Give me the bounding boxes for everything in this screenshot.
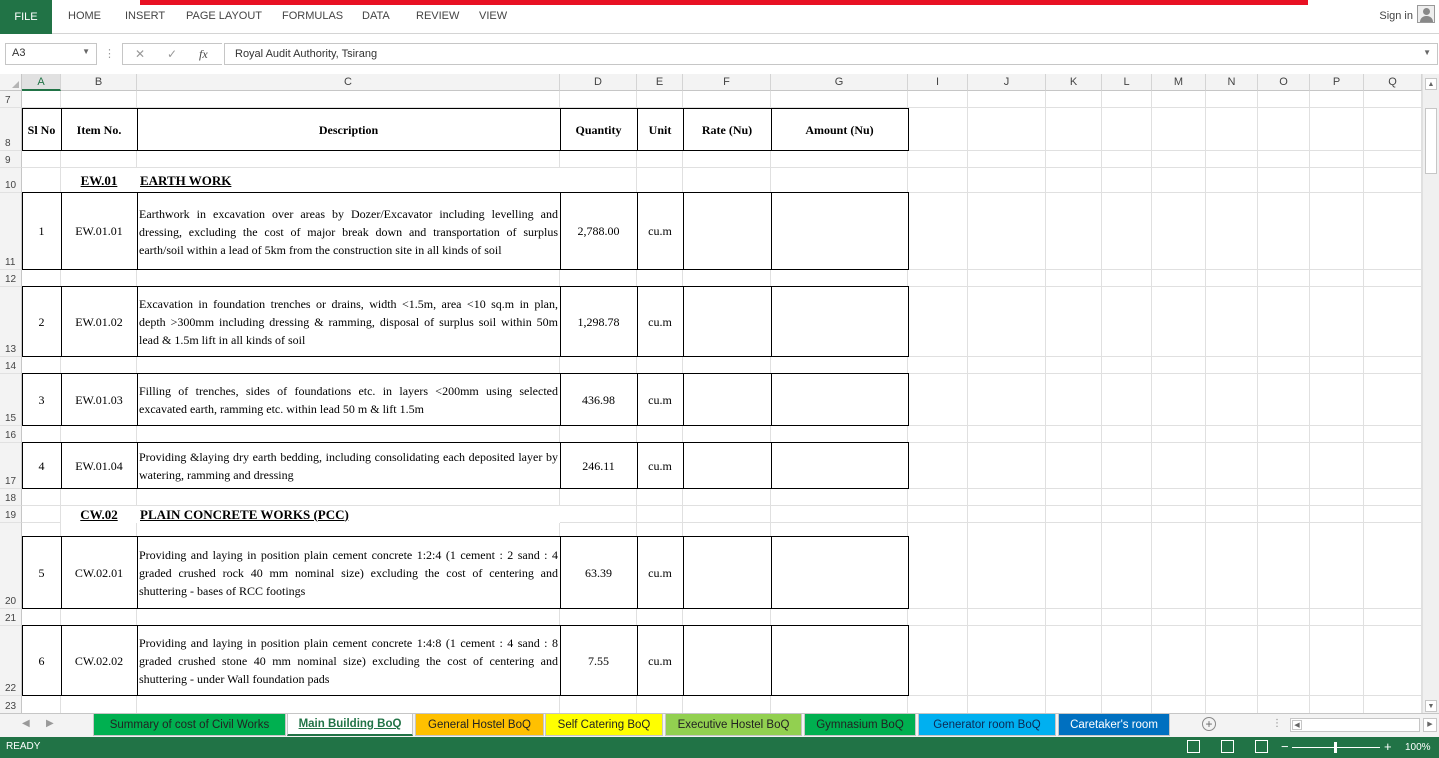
page-layout-view-icon[interactable]: [1221, 740, 1234, 753]
sheet-tab-2[interactable]: Main Building BoQ: [287, 714, 413, 736]
scroll-right-icon[interactable]: ▶: [1423, 718, 1437, 732]
item-rate[interactable]: [683, 537, 771, 609]
item-quantity[interactable]: 436.98: [560, 374, 637, 426]
gridline-v: [1045, 91, 1046, 714]
column-divider: [771, 442, 772, 489]
item-number[interactable]: EW.01.02: [61, 287, 137, 357]
row-header-14[interactable]: 14: [0, 357, 22, 374]
status-ready: READY: [6, 741, 41, 752]
column-header-a[interactable]: A: [22, 74, 61, 91]
item-quantity[interactable]: 246.11: [560, 443, 637, 489]
scroll-up-icon[interactable]: ▲: [1425, 78, 1437, 90]
gridline-v: [1257, 91, 1258, 714]
item-unit[interactable]: cu.m: [637, 287, 683, 357]
column-divider: [61, 536, 62, 609]
column-divider: [560, 625, 561, 696]
item-rate[interactable]: [683, 443, 771, 489]
column-divider: [560, 536, 561, 609]
zoom-in-icon[interactable]: +: [1384, 739, 1392, 754]
tab-page-layout[interactable]: PAGE LAYOUT: [186, 10, 263, 22]
gridline-v: [1363, 91, 1364, 714]
column-header-d[interactable]: D: [560, 74, 637, 91]
column-header-b[interactable]: B: [61, 74, 137, 91]
item-number[interactable]: EW.01.01: [61, 193, 137, 270]
column-divider: [683, 536, 684, 609]
item-amount[interactable]: [771, 374, 908, 426]
column-divider: [137, 536, 138, 609]
item-amount[interactable]: [771, 287, 908, 357]
column-divider: [683, 108, 684, 151]
item-quantity[interactable]: 63.39: [560, 537, 637, 609]
item-rate[interactable]: [683, 193, 771, 270]
tab-splitter-icon[interactable]: ⋮: [1272, 718, 1282, 729]
enter-icon[interactable]: ✓: [167, 47, 178, 61]
sheet-tab-bar: [0, 713, 1439, 737]
item-unit[interactable]: cu.m: [637, 626, 683, 696]
column-divider: [560, 192, 561, 270]
name-box[interactable]: A3 ▼: [5, 43, 97, 65]
sheet-tab-4[interactable]: Self Catering BoQ: [545, 714, 663, 736]
formula-buttons: [122, 43, 222, 65]
zoom-out-icon[interactable]: −: [1281, 739, 1289, 754]
header-sl[interactable]: Sl No: [22, 109, 61, 151]
column-divider: [771, 286, 772, 357]
column-divider: [560, 108, 561, 151]
item-amount[interactable]: [771, 193, 908, 270]
prev-sheet-icon[interactable]: ◀: [22, 718, 30, 729]
header-desc[interactable]: Description: [137, 109, 560, 151]
row-header-15[interactable]: 15: [0, 374, 22, 426]
item-quantity[interactable]: 7.55: [560, 626, 637, 696]
gridline-v: [1309, 91, 1310, 714]
scroll-thumb[interactable]: [1425, 108, 1437, 174]
item-rate[interactable]: [683, 287, 771, 357]
gridline-v: [1151, 91, 1152, 714]
gridline-v: [967, 91, 968, 714]
row-header-17[interactable]: 17: [0, 443, 22, 489]
add-sheet-icon[interactable]: +: [1202, 717, 1216, 731]
header-qty[interactable]: Quantity: [560, 109, 637, 151]
tab-review[interactable]: REVIEW: [416, 10, 460, 22]
sign-in-link[interactable]: Sign in: [1379, 10, 1413, 22]
gridline-v: [1101, 91, 1102, 714]
item-unit[interactable]: cu.m: [637, 193, 683, 270]
item-sl-no[interactable]: 4: [22, 443, 61, 489]
row-header-18[interactable]: 18: [0, 489, 22, 506]
header-unit[interactable]: Unit: [637, 109, 683, 151]
column-divider: [61, 442, 62, 489]
column-divider: [137, 442, 138, 489]
tab-view[interactable]: VIEW: [479, 10, 508, 22]
column-divider: [637, 373, 638, 426]
section-code[interactable]: CW.02: [61, 506, 137, 523]
row-header-13[interactable]: 13: [0, 287, 22, 357]
column-divider: [560, 286, 561, 357]
column-header-i[interactable]: I: [908, 74, 968, 91]
column-header-g[interactable]: G: [771, 74, 908, 91]
gridline-v: [1205, 91, 1206, 714]
column-divider: [560, 373, 561, 426]
column-header-l[interactable]: L: [1102, 74, 1152, 91]
column-header-n[interactable]: N: [1206, 74, 1258, 91]
scroll-down-icon[interactable]: ▼: [1425, 700, 1437, 712]
expand-formula-icon[interactable]: ▼: [1423, 48, 1431, 57]
row-header-10[interactable]: 10: [0, 168, 22, 193]
formula-bar: [0, 43, 1439, 67]
section-code[interactable]: EW.01: [61, 168, 137, 193]
row-header-12[interactable]: 12: [0, 270, 22, 287]
item-description[interactable]: Providing and laying in position plain cement concrete 1:4:8 (1 cement : 4 sand : 8 graded crushed stone 40 mm nominal size) excluding the cost of centering and shuttering - under Wall foundation pads: [137, 626, 560, 696]
column-divider: [137, 108, 138, 151]
item-number[interactable]: CW.02.01: [61, 537, 137, 609]
column-divider: [771, 536, 772, 609]
chevron-down-icon[interactable]: ▼: [82, 47, 90, 56]
formula-input[interactable]: Royal Audit Authority, Tsirang ▼: [224, 43, 1438, 65]
title-accent-bar: [140, 0, 1308, 5]
item-sl-no[interactable]: 6: [22, 626, 61, 696]
worksheet-grid[interactable]: [0, 74, 1422, 714]
formula-bar-grip-icon: ⋮: [104, 48, 115, 60]
section-title[interactable]: EARTH WORK: [137, 168, 560, 193]
item-amount[interactable]: [771, 626, 908, 696]
item-sl-no[interactable]: 5: [22, 537, 61, 609]
sheet-tab-6[interactable]: Gymnasium BoQ: [804, 714, 916, 736]
item-sl-no[interactable]: 1: [22, 193, 61, 270]
column-divider: [137, 192, 138, 270]
row-header-9[interactable]: 9: [0, 151, 22, 168]
column-divider: [683, 625, 684, 696]
status-bar: [0, 737, 1439, 758]
column-divider: [137, 625, 138, 696]
item-quantity[interactable]: 2,788.00: [560, 193, 637, 270]
column-divider: [771, 625, 772, 696]
item-amount[interactable]: [771, 443, 908, 489]
column-divider: [61, 625, 62, 696]
item-rate[interactable]: [683, 626, 771, 696]
row-header-21[interactable]: 21: [0, 609, 22, 626]
row-header-19[interactable]: 19: [0, 506, 22, 523]
item-description[interactable]: Providing and laying in position plain cement concrete 1:2:4 (1 cement : 2 sand : 4 graded crushed rock 40 mm nominal size) excluding the cost of centering and shuttering - bases of RCC footings: [137, 537, 560, 609]
item-sl-no[interactable]: 3: [22, 374, 61, 426]
column-divider: [61, 108, 62, 151]
item-number[interactable]: CW.02.02: [61, 626, 137, 696]
column-header-q[interactable]: Q: [1364, 74, 1422, 91]
scroll-left-icon[interactable]: ◀: [1292, 720, 1302, 730]
column-divider: [137, 373, 138, 426]
user-icon[interactable]: [1417, 5, 1435, 23]
sheet-tab-8[interactable]: Caretaker's room: [1058, 714, 1170, 736]
tab-formulas[interactable]: FORMULAS: [282, 10, 344, 22]
select-all-corner[interactable]: [0, 74, 22, 91]
tab-insert[interactable]: INSERT: [125, 10, 166, 22]
column-header-j[interactable]: J: [968, 74, 1046, 91]
sheet-tab-5[interactable]: Executive Hostel BoQ: [665, 714, 802, 736]
zoom-level[interactable]: 100%: [1405, 742, 1431, 753]
next-sheet-icon[interactable]: ▶: [46, 718, 54, 729]
sheet-tab-7[interactable]: Generator room BoQ: [918, 714, 1056, 736]
row-header-11[interactable]: 11: [0, 193, 22, 270]
header-amount[interactable]: Amount (Nu): [771, 109, 908, 151]
tab-home[interactable]: HOME: [68, 10, 101, 22]
column-divider: [560, 442, 561, 489]
column-header-e[interactable]: E: [637, 74, 683, 91]
item-unit[interactable]: cu.m: [637, 537, 683, 609]
horizontal-scrollbar[interactable]: [1290, 718, 1433, 732]
file-tab[interactable]: FILE: [0, 0, 52, 34]
column-divider: [771, 192, 772, 270]
zoom-slider-thumb[interactable]: [1334, 742, 1337, 753]
insert-function-icon[interactable]: fx: [199, 47, 208, 61]
column-divider: [61, 192, 62, 270]
column-divider: [637, 442, 638, 489]
item-description[interactable]: Providing &laying dry earth bedding, including consolidating each deposited layer by watering, ramming and dressing: [137, 443, 560, 489]
column-divider: [61, 286, 62, 357]
item-description[interactable]: Earthwork in excavation over areas by Dozer/Excavator including levelling and dressing, excluding the cost of major break down and transportation of surplus earth/soil within a lead of 5km from the construction site in all kinds of soil: [137, 193, 560, 270]
normal-view-icon[interactable]: [1187, 740, 1200, 753]
column-header-f[interactable]: F: [683, 74, 771, 91]
item-description[interactable]: Filling of trenches, sides of foundations etc. in layers <200mm using selected excavated earth, ramming etc. within lead 50 m & lift 1.5m: [137, 374, 560, 426]
section-title[interactable]: PLAIN CONCRETE WORKS (PCC): [137, 506, 560, 523]
item-unit[interactable]: cu.m: [637, 443, 683, 489]
row-header-8[interactable]: 8: [0, 108, 22, 151]
column-header-o[interactable]: O: [1258, 74, 1310, 91]
sheet-tab-3[interactable]: General Hostel BoQ: [415, 714, 544, 736]
header-item[interactable]: Item No.: [61, 109, 137, 151]
column-divider: [683, 286, 684, 357]
item-number[interactable]: EW.01.03: [61, 374, 137, 426]
column-divider: [637, 625, 638, 696]
column-divider: [61, 373, 62, 426]
column-divider: [683, 442, 684, 489]
column-divider: [771, 373, 772, 426]
item-description[interactable]: Excavation in foundation trenches or drains, width <1.5m, area <10 sq.m in plan, depth >300mm including dressing & ramming, disposal of surplus soil within 50m lead & 1.5m lift in all kinds of soil: [137, 287, 560, 357]
item-quantity[interactable]: 1,298.78: [560, 287, 637, 357]
page-break-view-icon[interactable]: [1255, 740, 1268, 753]
column-header-m[interactable]: M: [1152, 74, 1206, 91]
item-rate[interactable]: [683, 374, 771, 426]
column-divider: [637, 536, 638, 609]
item-number[interactable]: EW.01.04: [61, 443, 137, 489]
column-header-k[interactable]: K: [1046, 74, 1102, 91]
row-header-22[interactable]: 22: [0, 626, 22, 696]
column-divider: [683, 192, 684, 270]
column-divider: [637, 108, 638, 151]
row-header-16[interactable]: 16: [0, 426, 22, 443]
row-header-23[interactable]: 23: [0, 696, 22, 714]
ribbon: [0, 0, 1439, 34]
column-divider: [637, 286, 638, 357]
row-header-20[interactable]: 20: [0, 523, 22, 609]
row-header-7[interactable]: 7: [0, 91, 22, 108]
gridline-h: [22, 107, 1422, 108]
column-header-c[interactable]: C: [137, 74, 560, 91]
column-divider: [683, 373, 684, 426]
item-amount[interactable]: [771, 537, 908, 609]
vertical-scrollbar[interactable]: [1422, 74, 1439, 714]
tab-data[interactable]: DATA: [362, 10, 390, 22]
column-divider: [137, 286, 138, 357]
item-unit[interactable]: cu.m: [637, 374, 683, 426]
cancel-icon[interactable]: ✕: [135, 47, 146, 61]
header-rate[interactable]: Rate (Nu): [683, 109, 771, 151]
column-divider: [637, 192, 638, 270]
sheet-tab-1[interactable]: Summary of cost of Civil Works: [93, 714, 286, 736]
column-divider: [771, 108, 772, 151]
column-header-p[interactable]: P: [1310, 74, 1364, 91]
item-sl-no[interactable]: 2: [22, 287, 61, 357]
